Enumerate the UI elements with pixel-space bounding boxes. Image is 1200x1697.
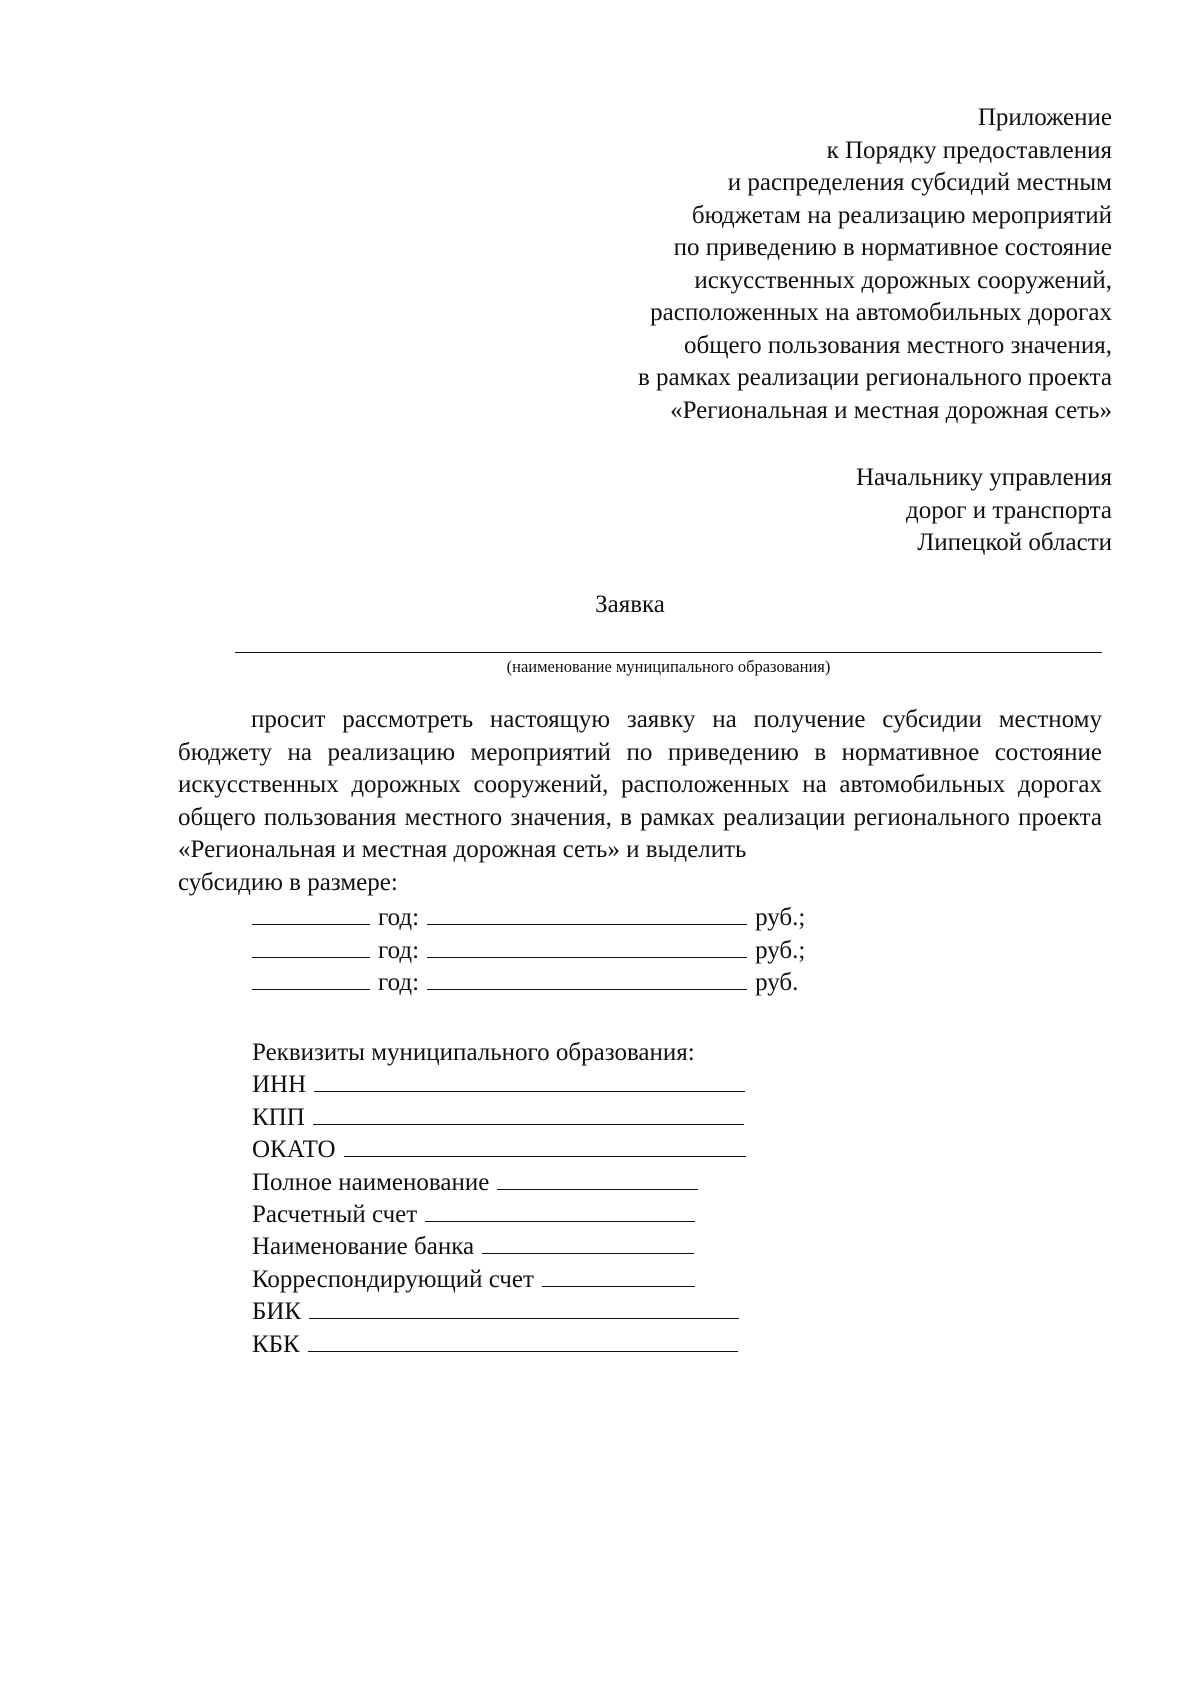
requisite-label: Расчетный счет (252, 1200, 418, 1228)
requisite-label: ИНН (252, 1071, 307, 1099)
requisite-blank (542, 1264, 695, 1287)
requisite-field-okato (252, 1134, 746, 1166)
requisite-blank (309, 1296, 739, 1319)
requisite-blank (314, 1069, 745, 1092)
municipality-caption: (наименование муниципального образования) (506, 657, 831, 676)
requisite-field-bik (252, 1296, 746, 1328)
year-blank (252, 902, 370, 925)
annex-line: к Порядку предоставления (826, 136, 1112, 164)
addressee-block (612, 462, 1112, 560)
annex-line: бюджетам на реализацию мероприятий (691, 201, 1112, 229)
annex-line: общего пользования местного значения, (683, 331, 1112, 359)
municipality-name-blank (235, 652, 1102, 653)
requisite-blank (313, 1102, 744, 1125)
amount-row (252, 902, 805, 935)
addressee-line: дорог и транспорта (905, 496, 1112, 524)
addressee-line: Липецкой области (917, 529, 1112, 556)
annex-line: Приложение (977, 104, 1112, 131)
requisite-blank (425, 1199, 695, 1222)
addressee-line: Начальнику управления (856, 464, 1112, 491)
requisite-label: КБК (252, 1330, 300, 1358)
requisite-field-corr-account (252, 1264, 746, 1296)
requisite-label: Наименование банка (252, 1233, 475, 1261)
requisite-field-full-name (252, 1167, 746, 1199)
annex-line: расположенных на автомобильных дорогах (650, 299, 1112, 326)
year-label: год: (378, 904, 420, 931)
requisite-field-inn (252, 1069, 746, 1101)
annex-header (492, 102, 1112, 427)
currency-label: руб.; (755, 904, 806, 931)
requisite-field-bank-name (252, 1231, 746, 1263)
currency-label: руб. (755, 969, 799, 996)
sum-blank (427, 902, 747, 925)
request-paragraph: просит рассмотреть настоящую заявку на получение субсидии местному бюджету на реализацию мероприятий по приведению в нормативное состояние искусственных дорожных сооружений, расположенных на автомобильных дорогах общего пользования местного значения, в рамках реализации регионального проекта «Региональная и местная дорожная сеть» и выделить (178, 706, 1102, 863)
year-blank (252, 935, 370, 958)
requisite-label: Корреспондирующий счет (252, 1265, 534, 1293)
requisite-blank (308, 1329, 738, 1352)
requisite-label: Полное наименование (252, 1168, 490, 1196)
requisite-blank (497, 1167, 698, 1190)
requisite-label: КПП (252, 1103, 305, 1131)
year-label: год: (378, 969, 420, 996)
annex-line: в рамках реализации регионального проекта (638, 364, 1112, 391)
year-label: год: (378, 936, 420, 964)
requisite-label: ОКАТО (252, 1136, 336, 1164)
annex-line: «Региональная и местная дорожная сеть» (670, 396, 1112, 424)
request-body (178, 704, 1102, 899)
requisites-block (252, 1037, 746, 1361)
year-blank (252, 967, 370, 990)
document-title: Заявка (595, 591, 665, 618)
requisite-field-kbk (252, 1329, 746, 1361)
requisite-blank (482, 1231, 694, 1254)
sum-blank (427, 967, 747, 990)
requisite-blank (344, 1134, 746, 1157)
amount-row (252, 935, 805, 968)
sum-blank (427, 935, 747, 958)
annex-line: по приведению в нормативное состояние (673, 234, 1112, 261)
annex-line: и распределения субсидий местным (727, 169, 1112, 196)
currency-label: руб.; (755, 936, 806, 964)
amount-row (252, 967, 805, 1000)
requisite-label: БИК (252, 1298, 302, 1326)
requisite-field-account (252, 1199, 746, 1231)
annex-line: искусственных дорожных сооружений, (694, 266, 1112, 294)
requisite-field-kpp (252, 1102, 746, 1134)
subsidy-amounts (252, 902, 805, 1000)
requisites-heading: Реквизиты муниципального образования: (252, 1039, 695, 1066)
request-last-line: субсидию в размере: (178, 868, 398, 896)
